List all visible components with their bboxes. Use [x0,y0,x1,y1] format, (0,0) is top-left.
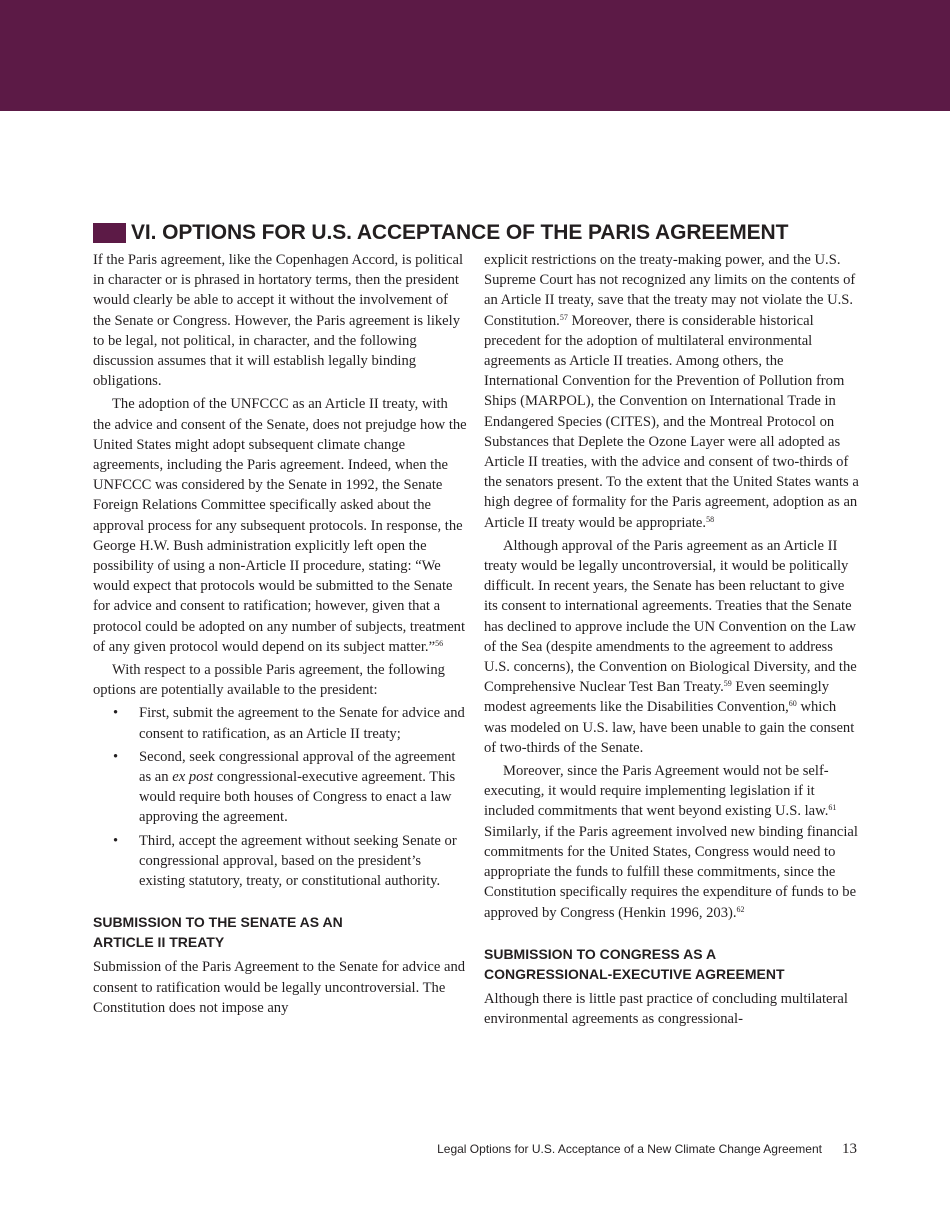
bullet: • [113,705,119,722]
paragraph: Although there is little past practice of concluding multilateral environmental agreements as congressional- [484,990,848,1027]
paragraph: With respect to a possible Paris agreement, the following options are potentially available to the president: [93,662,445,699]
left-column [93,250,468,1021]
heading-marker [93,223,126,243]
page-number: 13 [842,1141,857,1157]
footnote-ref: 56 [435,638,444,648]
bullet: • [113,832,119,849]
paragraph: The adoption of the UNFCCC as an Article II treaty, with the advice and consent of the Senate, does not prejudge how the United States might adopt subsequent climate change agreements, including the Paris agreement. Indeed, when the UNFCCC was considered by the Senate in 1992, the Senate Foreign Relations Committee specifically asked about the approval process for any subsequent protocols. In response, the George H.W. Bush administration explicitly left open the possibility of using a non-Article II procedure, stating: “We would expect that protocols would be submitted to the Senate for advice and consent to ratification; however, given that a protocol could be adopted on any number of subjects, treatment of any given protocol would depend on its subject matter.”$^{56}$ [93,396,467,655]
paragraph: If the Paris agreement, like the Copenhagen Accord, is political in character or is phrased in hortatory terms, then the president would clearly be able to accept it without the involvement of the Senate or Congress. However, the Paris agreement is likely to be legal, not political, in character, and the following discussion assumes that it will establish legally binding obligations. [93,252,463,390]
paragraph: Submission of the Paris Agreement to the Senate for advice and consent to ratification would be legally uncontroversial. The Constitution does not impose any [93,959,466,1016]
footer-title: Legal Options for U.S. Acceptance of a New Climate Change Agreement [437,1142,822,1156]
section-heading [93,220,788,246]
subheading: SUBMISSION TO THE SENATE AS AN ARTICLE II TREATY [93,914,343,951]
footnote-ref: 62 [736,904,745,914]
footnote-ref: 57 [559,312,568,322]
footnote-ref: 59 [723,679,732,689]
paragraph: Moreover, since the Paris Agreement would not be self-executing, it would require implementing legislation if it included commitments that went beyond existing U.S. law.$^{61}$ Similarly, if the Paris agreement involved new binding financial commitments for the United States, Congress would need to appropriate the funds to fulfill these commitments, since the Constitution specifically requires the expenditure of funds to be approved by Congress (Henkin 1996, 203).$^{62}$ [484,763,858,921]
footnote-ref: 58 [706,514,715,524]
top-banner [0,0,950,111]
bullet: • [113,748,119,765]
paragraph: Although approval of the Paris agreement as an Article II treaty would be legally uncontroversial, it would be politically difficult. In recent years, the Senate has been reluctant to give its consent to international agreements. Treaties that the Senate has declined to approve include the UN Convention on the Law of the Sea (despite amendments to the agreement to address U.S. concerns), the Convention on Biological Diversity, and the Comprehensive Nuclear Test Ban Treaty.$^{59}$ Even seemingly modest agreements like the Disabilities Convention,$^{60}$ which was modeled on U.S. law, have been unable to gain the consent of two-thirds of the Senate. [484,537,857,756]
page-footer [437,1141,857,1158]
list-item: • Second, seek congressional approval of the agreement as an ex post congressional-executive agreement. This would require both houses of Congress to enact a law approving the agreement. [113,748,456,826]
options-list [93,703,468,891]
section-title: VI. OPTIONS FOR U.S. ACCEPTANCE OF THE PARIS AGREEMENT [131,221,789,244]
footnote-ref: 61 [828,803,837,813]
right-column [484,250,860,1032]
list-item: • First, submit the agreement to the Senate for advice and consent to ratification, as an Article II treaty; [113,705,465,742]
list-item: • Third, accept the agreement without seeking Senate or congressional approval, based on the president’s existing statutory, treaty, or constitutional authority. [113,832,457,890]
footnote-ref: 60 [788,699,797,709]
paragraph: explicit restrictions on the treaty-making power, and the U.S. Supreme Court has not recognized any limits on the contents of an Article II treaty, save that the treaty may not violate the U.S. Constitution.$^{57}$ Moreover, there is considerable historical precedent for the adoption of multilateral environmental agreements as Article II treaties. Among others, the International Convention for the Prevention of Pollution from Ships (MARPOL), the Convention on International Trade in Endangered Species (CITES), and the Montreal Protocol on Substances that Deplete the Ozone Layer were all adopted as Article II treaties, with the advice and consent of two-thirds of the senators present. To the extent that the United States wants a high degree of formality for the Paris agreement, adoption as an Article II treaty would be appropriate.$^{58}$ [484,252,859,531]
subheading: SUBMISSION TO CONGRESS AS A CONGRESSIONAL-EXECUTIVE AGREEMENT [484,945,785,982]
